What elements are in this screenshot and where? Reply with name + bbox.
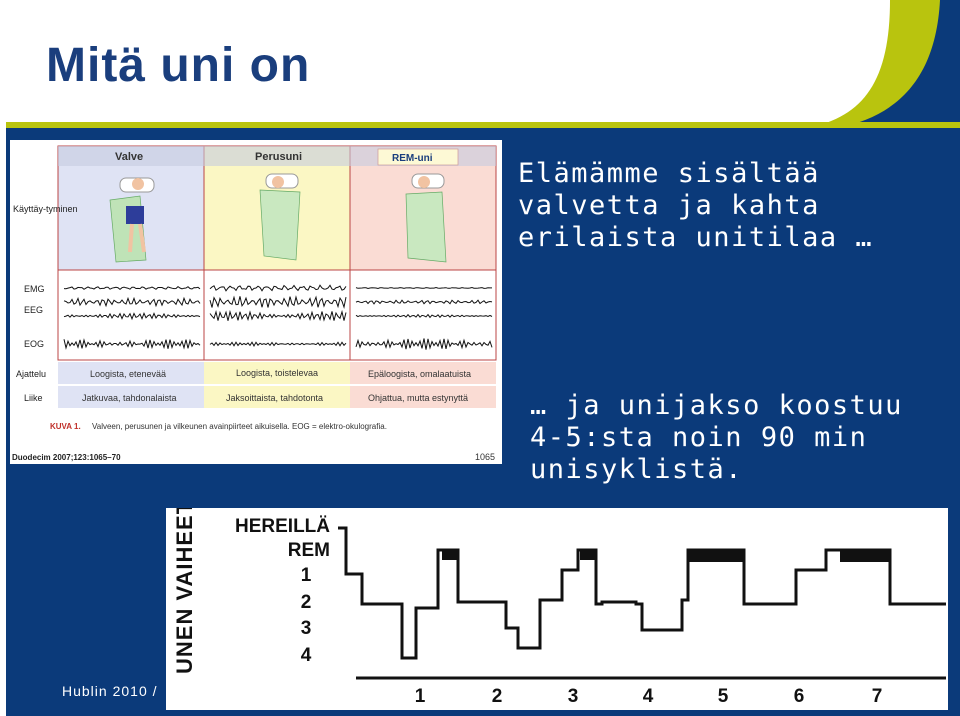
slide-title: Mitä uni on [46, 39, 311, 92]
thinking-perusuni: Loogista, toistelevaa [236, 368, 319, 378]
col-header-perusuni: Perusuni [255, 151, 303, 163]
rem-period-4 [840, 550, 890, 562]
caption-label: KUVA 1. [50, 422, 81, 431]
hypnogram-svg [166, 508, 948, 710]
movement-perusuni: Jaksoittaista, tahdotonta [226, 393, 324, 403]
row-label-emg: EMG [24, 284, 45, 294]
hypnogram-trace [338, 528, 946, 658]
cycle-label-3: 3 [567, 686, 579, 707]
col-header-valve: Valve [115, 151, 144, 163]
rem-period-2 [580, 550, 596, 560]
hypnogram-figure [166, 508, 948, 710]
hypnogram-ylabel: UNEN VAIHEET [172, 508, 197, 674]
thinking-rem: Epäloogista, omalaatuista [368, 369, 472, 379]
footer-citation: Hublin 2010 / [62, 683, 158, 699]
rem-period-3 [688, 550, 744, 562]
level-label-3: 3 [300, 618, 312, 639]
col-header-rem: REM-uni [392, 153, 433, 164]
cycle-label-2: 2 [491, 686, 503, 707]
source-citation: Duodecim 2007;123:1065–70 [12, 453, 121, 462]
decorative-green-curve [760, 0, 960, 140]
cycle-label-5: 5 [717, 686, 729, 707]
level-label-awake: HEREILLÄ [235, 516, 330, 537]
bullet-text-2: … ja unijakso koostuu 4-5:sta noin 90 min unisyklistä. [530, 390, 903, 485]
movement-rem: Ohjattua, mutta estynyttä [368, 393, 469, 403]
sleep-states-svg [10, 140, 502, 464]
level-label-rem: REM [287, 540, 330, 561]
rem-period-1 [442, 550, 458, 560]
level-label-2: 2 [300, 592, 312, 613]
level-label-1: 1 [300, 565, 312, 586]
cycle-label-1: 1 [414, 686, 426, 707]
cycle-label-4: 4 [642, 686, 654, 707]
thinking-valve: Loogista, etenevää [90, 369, 167, 379]
row-label-behavior: Käyttäy-tyminen [13, 204, 78, 214]
sleep-states-figure [10, 140, 502, 464]
movement-valve: Jatkuvaa, tahdonalaista [82, 393, 177, 403]
row-label-eeg: EEG [24, 305, 44, 315]
cycle-label-7: 7 [871, 686, 883, 707]
page-number: 1065 [475, 452, 496, 462]
level-label-4: 4 [300, 645, 312, 666]
row-label-eog: EOG [24, 339, 45, 349]
caption-text: Valveen, perusunen ja vilkeunen avainpiirteet aikuisella. EOG = elektro-okulografia. [92, 422, 387, 431]
row-label-thinking: Ajattelu [16, 369, 47, 379]
row-label-movement: Liike [24, 393, 43, 403]
bullet-text-1: Elämämme sisältää valvetta ja kahta erilaista unitilaa … [518, 158, 874, 253]
cycle-label-6: 6 [793, 686, 805, 707]
